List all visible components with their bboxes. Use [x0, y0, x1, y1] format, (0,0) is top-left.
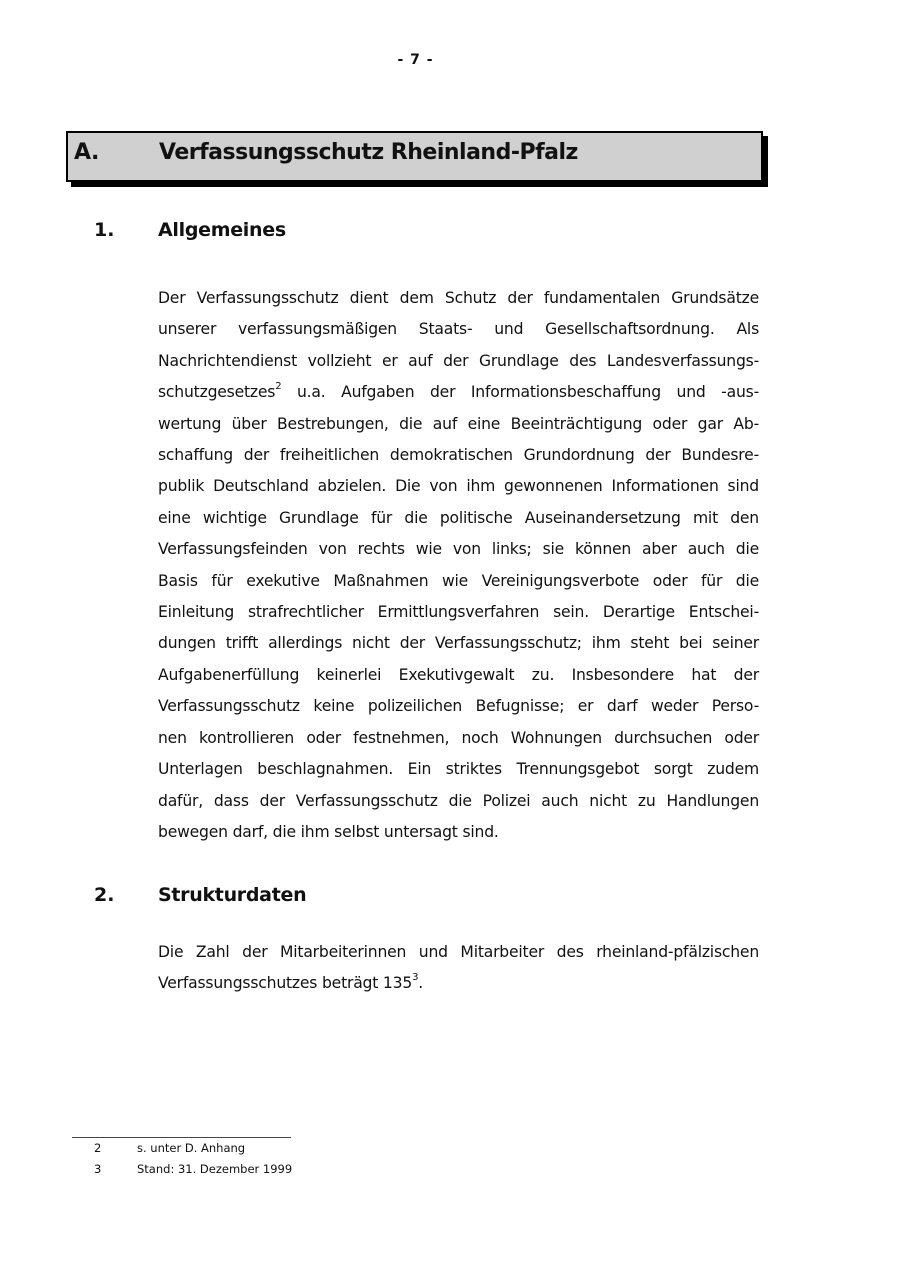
page-number: - 7 - [397, 52, 434, 68]
footnote-number: 3 [94, 1162, 102, 1176]
paragraph-line: Verfassungsschutz keine polizeilichen Befugnisse; er darf weder Perso- [158, 697, 759, 716]
footnote-text: s. unter D. Anhang [137, 1141, 246, 1155]
section-2-number: 2. [94, 884, 115, 906]
paragraph-line [158, 968, 759, 999]
paragraph-line: schaffung der freiheitlichen demokratischen Grundordnung der Bundesre- [158, 446, 759, 465]
section-1-title: Allgemeines [158, 219, 286, 241]
paragraph-text: u.a. Aufgaben der Informationsbeschaffung und -aus- [296, 383, 759, 402]
paragraph-line [158, 377, 759, 408]
section-2-title: Strukturdaten [158, 884, 307, 906]
paragraph-line: wertung über Bestrebungen, die auf eine Beeinträchtigung oder gar Ab- [158, 414, 759, 433]
paragraph-line: Die Zahl der Mitarbeiterinnen und Mitarbeiter des rheinland-pfälzischen [158, 943, 759, 961]
paragraph-line: Einleitung strafrechtlicher Ermittlungsverfahren sein. Derartige Entschei- [158, 603, 759, 622]
chapter-number: A. [74, 140, 99, 165]
paragraph-line: dungen trifft allerdings nicht der Verfassungsschutz; ihm steht bei seiner [158, 634, 759, 653]
paragraph-line: publik Deutschland abzielen. Die von ihm gewonnenen Informationen sind [158, 477, 759, 496]
paragraph-line: dafür, dass der Verfassungsschutz die Polizei auch nicht zu Handlungen [158, 791, 759, 810]
paragraph-line: eine wichtige Grundlage für die politische Auseinandersetzung mit den [158, 508, 759, 527]
paragraph-text: schutzgesetzes [158, 383, 276, 402]
section-1-number: 1. [94, 219, 115, 241]
paragraph-text: . [418, 974, 424, 993]
paragraph-line: Aufgabenerfüllung keinerlei Exekutivgewalt zu. Insbesondere hat der [158, 665, 759, 684]
paragraph-line: Verfassungsfeinden von rechts wie von links; sie können aber auch die [158, 540, 759, 559]
section-2-paragraph [158, 937, 759, 1000]
footnote-ref-3[interactable]: 3 [412, 972, 419, 984]
footnote-ref-2[interactable]: 2 [275, 381, 282, 393]
paragraph-line: bewegen darf, die ihm selbst untersagt sind. [158, 822, 499, 841]
section-1-paragraph [158, 283, 759, 848]
paragraph-line: Nachrichtendienst vollzieht er auf der Grundlage des Landesverfassungs- [158, 351, 759, 370]
paragraph-line: unserer verfassungsmäßigen Staats- und Gesellschaftsordnung. Als [158, 320, 759, 339]
chapter-title: Verfassungsschutz Rheinland-Pfalz [159, 140, 578, 165]
paragraph-line: Unterlagen beschlagnahmen. Ein striktes Trennungsgebot sorgt zudem [158, 760, 759, 779]
paragraph-text: Verfassungsschutzes beträgt 135 [158, 974, 413, 993]
chapter-heading-box [66, 131, 763, 182]
paragraph-line: nen kontrollieren oder festnehmen, noch Wohnungen durchsuchen oder [158, 728, 759, 747]
footnote-number: 2 [94, 1141, 102, 1155]
paragraph-line: Der Verfassungsschutz dient dem Schutz der fundamentalen Grundsätze [158, 289, 759, 307]
paragraph-line: Basis für exekutive Maßnahmen wie Vereinigungsverbote oder für die [158, 571, 759, 590]
footnote-divider [72, 1137, 291, 1138]
footnote-text: Stand: 31. Dezember 1999 [137, 1162, 293, 1176]
